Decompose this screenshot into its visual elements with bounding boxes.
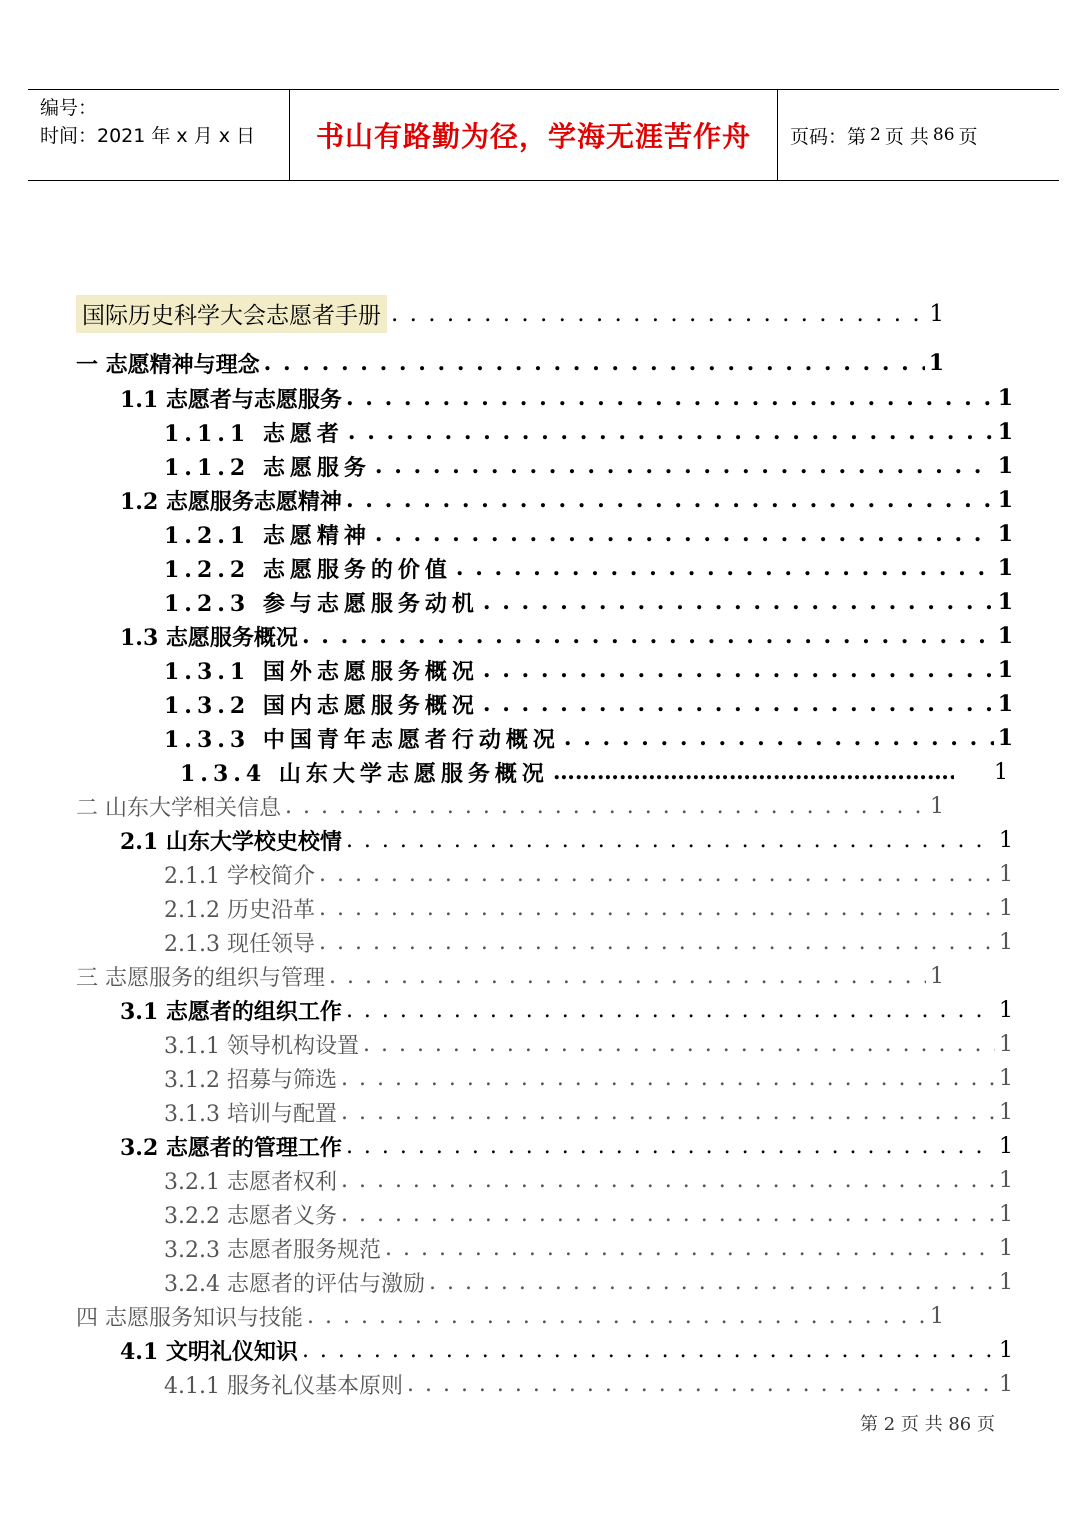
toc-entry-label: 1.2 志愿服务志愿精神 <box>120 488 342 515</box>
toc-entry-page: 1 <box>997 555 1013 581</box>
page-prefix: 页码：第 <box>790 125 867 148</box>
toc-entry-page: 1 <box>997 453 1013 479</box>
toc-leader <box>346 1134 995 1159</box>
toc-entry-page: 1 <box>999 929 1013 955</box>
toc-entry-label: 3.2.3 志愿者服务规范 <box>164 1237 381 1263</box>
document-header <box>28 89 1059 181</box>
toc-entry-title[interactable] <box>76 295 944 333</box>
toc-entry-page: 1 <box>997 657 1013 683</box>
toc-entry[interactable] <box>76 789 944 823</box>
toc-entry-page: 1 <box>999 1099 1013 1125</box>
toc-leader <box>363 1032 995 1057</box>
toc-leader <box>553 759 954 785</box>
toc-entry-page: 1 <box>930 793 944 819</box>
toc-leader <box>302 623 994 649</box>
toc-entry-page: 1 <box>999 1065 1013 1091</box>
toc-entry-label: 一 志愿精神与理念 <box>76 351 260 378</box>
toc-entry-page: 1 <box>999 997 1013 1023</box>
toc-leader <box>319 930 995 955</box>
toc-entry-page: 1 <box>999 1167 1013 1193</box>
toc-leader <box>341 1100 995 1125</box>
toc-leader <box>341 1202 995 1227</box>
toc-entry[interactable] <box>120 381 1013 415</box>
toc-entry[interactable] <box>180 755 1008 789</box>
toc-leader <box>375 521 994 547</box>
toc-entry-label: 1.1 志愿者与志愿服务 <box>120 386 342 413</box>
toc-entry[interactable] <box>164 415 1013 449</box>
toc-entry-label: 3.1 志愿者的组织工作 <box>120 998 342 1025</box>
toc-entry-label: 3.1.2 招募与筛选 <box>164 1067 337 1093</box>
toc-leader <box>341 1168 995 1193</box>
toc-entry-label: 1.3.4 山东大学志愿服务概况 <box>180 760 549 787</box>
toc-entry[interactable] <box>164 1265 1013 1299</box>
toc-leader <box>285 794 926 819</box>
toc-entry[interactable] <box>164 1095 1013 1129</box>
toc-entry-page: 1 <box>999 1133 1013 1159</box>
toc-entry-label: 3.2.1 志愿者权利 <box>164 1169 337 1195</box>
toc-entry[interactable] <box>164 517 1013 551</box>
toc-entry[interactable] <box>164 1367 1013 1401</box>
toc-entry-label: 1.3.1 国外志愿服务概况 <box>164 658 479 685</box>
toc-entry-page: 1 <box>997 419 1013 445</box>
toc-entry[interactable] <box>120 619 1013 653</box>
toc-entry[interactable] <box>120 1333 1013 1367</box>
number-label: 编号： <box>40 97 98 119</box>
toc-entry-label: 4.1 文明礼仪知识 <box>120 1338 298 1365</box>
toc-entry-page: 1 <box>999 1269 1013 1295</box>
toc-entry[interactable] <box>164 857 1013 891</box>
toc-entry-label: 2.1.1 学校简介 <box>164 863 315 889</box>
toc-leader <box>564 725 994 751</box>
toc-entry-label: 1.3.2 国内志愿服务概况 <box>164 692 479 719</box>
toc-entry-label: 1.3.3 中国青年志愿者行动概况 <box>164 726 560 753</box>
toc-entry-label: 2.1 山东大学校史校情 <box>120 828 342 855</box>
header-motto: 书山有路勤为径，学海无涯苦作舟 <box>290 90 778 180</box>
toc-entry-page: 1 <box>999 1031 1013 1057</box>
toc-entry-label: 国际历史科学大会志愿者手册 <box>76 295 387 333</box>
page-footer: 第 2 页 共 86 页 <box>860 1414 995 1435</box>
toc-leader <box>456 555 994 581</box>
toc-leader <box>264 350 925 376</box>
toc-entry-page: 1 <box>999 1337 1013 1363</box>
toc-entry[interactable] <box>120 823 1013 857</box>
toc-entry-label: 3.1.1 领导机构设置 <box>164 1033 359 1059</box>
toc-leader <box>483 691 994 717</box>
toc-entry-page: 1 <box>997 487 1013 513</box>
toc-leader <box>341 1066 995 1091</box>
toc-leader <box>375 453 994 479</box>
toc-entry[interactable] <box>164 585 1013 619</box>
toc-entry-label: 1.2.2 志愿服务的价值 <box>164 556 452 583</box>
toc-leader <box>329 964 926 989</box>
toc-entry-label: 3.2.2 志愿者义务 <box>164 1203 337 1229</box>
toc-entry[interactable] <box>164 925 1013 959</box>
toc-entry-page: 1 <box>929 301 944 327</box>
toc-entry[interactable] <box>164 1163 1013 1197</box>
toc-entry-label: 1.1.2 志愿服务 <box>164 454 371 481</box>
toc-entry[interactable] <box>164 551 1013 585</box>
header-info <box>28 90 290 180</box>
toc-entry-page: 1 <box>997 521 1013 547</box>
toc-entry[interactable] <box>76 959 944 993</box>
page-total: 86 <box>932 125 955 145</box>
toc-leader <box>319 862 995 887</box>
toc-leader <box>319 896 995 921</box>
toc-entry[interactable] <box>164 1027 1013 1061</box>
toc-entry[interactable] <box>120 1129 1013 1163</box>
toc-entry-page: 1 <box>997 725 1013 751</box>
page-current: 2 <box>870 125 881 145</box>
toc-entry-label: 1.2.3 参与志愿服务动机 <box>164 590 479 617</box>
toc-entry-label: 1.3 志愿服务概况 <box>120 624 298 651</box>
toc-entry-page: 1 <box>999 861 1013 887</box>
toc-entry-page: 1 <box>997 691 1013 717</box>
toc-entry-label: 3.1.3 培训与配置 <box>164 1101 337 1127</box>
toc-entry[interactable] <box>120 483 1013 517</box>
toc-entry-page: 1 <box>928 350 944 376</box>
toc-leader <box>346 487 994 513</box>
toc-entry[interactable] <box>76 346 944 380</box>
toc-leader <box>483 657 994 683</box>
toc-entry-label: 3.2.4 志愿者的评估与激励 <box>164 1271 425 1297</box>
toc-entry-label: 2.1.3 现任领导 <box>164 931 315 957</box>
toc-entry-label: 4.1.1 服务礼仪基本原则 <box>164 1373 403 1399</box>
toc-entry-page: 1 <box>999 1201 1013 1227</box>
toc-leader <box>407 1372 995 1397</box>
toc-leader <box>346 385 994 411</box>
toc-entry-label: 三 志愿服务的组织与管理 <box>76 965 325 991</box>
toc-entry[interactable] <box>164 1231 1013 1265</box>
toc-entry-page: 1 <box>999 827 1013 853</box>
toc-entry[interactable] <box>164 1061 1013 1095</box>
toc-entry-label: 四 志愿服务知识与技能 <box>76 1305 303 1331</box>
toc-leader <box>483 589 994 615</box>
toc-entry-label: 1.2.1 志愿精神 <box>164 522 371 549</box>
header-page-info <box>778 90 1059 180</box>
toc-leader <box>302 1338 995 1363</box>
toc-entry-label: 3.2 志愿者的管理工作 <box>120 1134 342 1161</box>
toc-entry-page: 1 <box>997 385 1013 411</box>
toc-entry[interactable] <box>164 721 1013 755</box>
toc-entry-page: 1 <box>999 1371 1013 1397</box>
toc-leader <box>307 1304 926 1329</box>
toc-entry[interactable] <box>164 449 1013 483</box>
toc-leader <box>391 301 925 327</box>
toc-leader <box>346 998 995 1023</box>
toc-entry-label: 2.1.2 历史沿革 <box>164 897 315 923</box>
toc-entry-page: 1 <box>999 1235 1013 1261</box>
toc-entry-page: 1 <box>997 623 1013 649</box>
time-label: 时间：2021 年 x 月 x 日 <box>40 125 256 147</box>
page-suffix: 页 <box>958 125 978 148</box>
toc-entry[interactable] <box>164 653 1013 687</box>
toc-entry[interactable] <box>164 687 1013 721</box>
toc-entry-label: 1.1.1 志愿者 <box>164 420 344 447</box>
toc-entry[interactable] <box>164 891 1013 925</box>
toc-leader <box>385 1236 995 1261</box>
toc-entry-page: 1 <box>994 759 1008 785</box>
toc-leader <box>429 1270 995 1295</box>
toc-entry-label: 二 山东大学相关信息 <box>76 795 281 821</box>
toc-entry[interactable] <box>120 993 1013 1027</box>
toc-entry[interactable] <box>164 1197 1013 1231</box>
toc-entry-page: 1 <box>999 895 1013 921</box>
toc-entry[interactable] <box>76 1299 944 1333</box>
toc-entry-page: 1 <box>930 963 944 989</box>
toc-leader <box>348 419 994 445</box>
toc-leader <box>346 828 995 853</box>
toc-entry-page: 1 <box>997 589 1013 615</box>
page-mid: 页 共 <box>884 125 929 148</box>
toc-entry-page: 1 <box>930 1303 944 1329</box>
